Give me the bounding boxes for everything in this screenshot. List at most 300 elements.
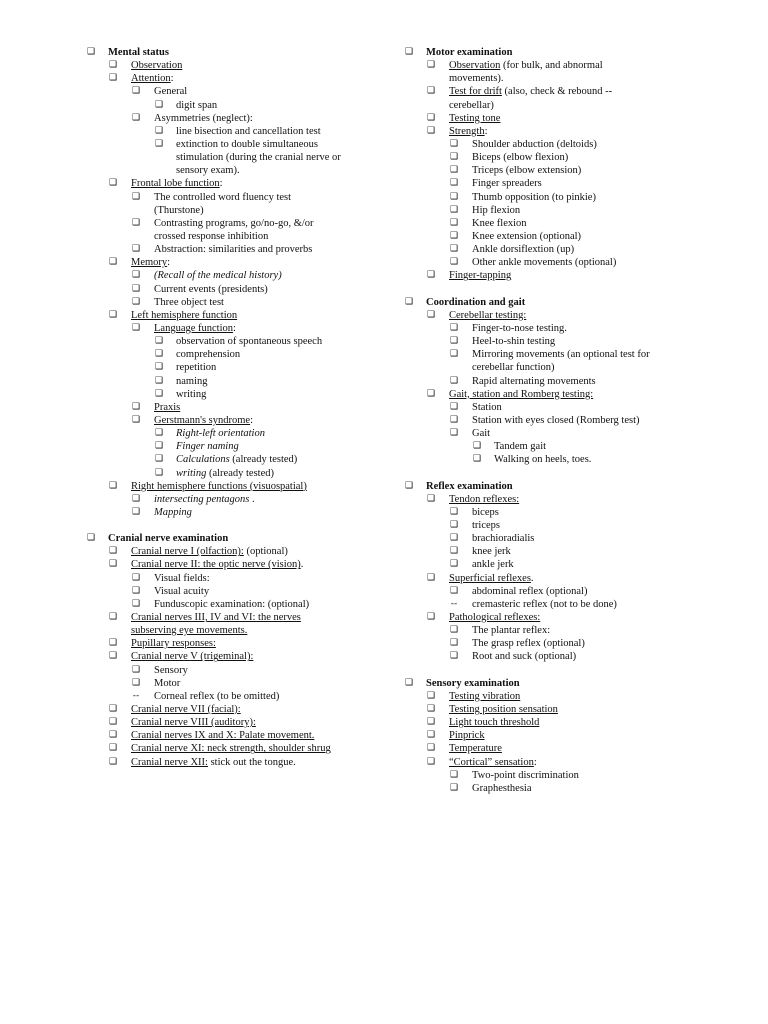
list-item (404, 690, 704, 703)
text-segment: Finger spreaders (472, 178, 542, 190)
list-item (86, 690, 386, 703)
text-segment: Visual acuity (154, 585, 210, 597)
item-text (449, 99, 494, 112)
checkbox-bullet-icon: ❑ (404, 47, 414, 57)
item-text (131, 742, 331, 755)
section-heading (404, 296, 704, 309)
text-segment: Cranial nerves IX and X: Palate movement. (131, 730, 315, 742)
spacer (404, 664, 704, 677)
item-text (131, 480, 307, 493)
checkbox-bullet-icon: ❑ (108, 651, 118, 662)
item-text (472, 138, 597, 151)
text-segment: Motor (154, 677, 181, 689)
item-text (131, 624, 247, 637)
item-text (131, 756, 296, 769)
text-segment: line bisection and cancellation test (176, 125, 321, 137)
text-segment: comprehension (176, 349, 241, 361)
list-item (404, 532, 704, 545)
text-segment: Abstraction: similarities and proverbs (154, 244, 313, 256)
checkbox-bullet-icon: ❑ (404, 677, 414, 688)
item-text (472, 243, 574, 256)
text-segment: (Recall of the medical history) (154, 270, 282, 282)
text-segment: Frontal lobe function (131, 178, 220, 190)
checkbox-bullet-icon: ❑ (131, 401, 141, 412)
item-text (154, 269, 282, 282)
list-item (404, 256, 704, 269)
list-item (86, 375, 386, 388)
item-text (154, 283, 268, 296)
list-item (404, 453, 704, 466)
item-text (449, 493, 519, 506)
text-segment: Temperature (449, 743, 502, 755)
list-item (404, 191, 704, 204)
checkbox-bullet-icon: ❑ (108, 309, 118, 320)
list-item (86, 335, 386, 348)
item-text (154, 401, 180, 414)
text-segment: Gait, station and Romberg testing: (449, 388, 594, 400)
item-text (131, 703, 241, 716)
item-text (472, 782, 531, 795)
text-segment: Graphesthesia (472, 782, 532, 794)
item-text (472, 361, 555, 374)
text-segment: Observation (449, 60, 501, 72)
text-segment: Testing vibration (449, 690, 521, 702)
text-segment: stick out the tongue. (207, 756, 296, 768)
item-text (131, 545, 288, 558)
text-segment: observation of spontaneous speech (176, 336, 323, 348)
checkbox-bullet-icon: ❑ (108, 704, 118, 715)
checkbox-bullet-icon: ❑ (426, 572, 436, 583)
checkbox-bullet-icon: ❑ (131, 270, 141, 281)
item-text (472, 151, 568, 164)
text-segment: (also, check & rebound -- (501, 86, 613, 98)
list-item (404, 703, 704, 716)
text-segment: Test for drift (449, 86, 502, 98)
item-text (449, 742, 502, 755)
checkbox-bullet-icon: ❑ (449, 178, 459, 189)
checkbox-bullet-icon: ❑ (449, 152, 459, 163)
list-item (404, 388, 704, 401)
item-text (449, 388, 593, 401)
item-text (154, 204, 204, 217)
text-segment: Corneal reflex (to be omitted) (154, 690, 280, 702)
list-item (404, 769, 704, 782)
text-segment: (for bulk, and abnormal (500, 60, 603, 72)
text-segment: Current events (presidents) (154, 283, 268, 295)
text-segment: writing (176, 467, 207, 479)
text-segment: knee jerk (472, 546, 511, 558)
checkbox-bullet-icon: ❑ (108, 730, 118, 741)
list-item (404, 177, 704, 190)
list-item (404, 782, 704, 795)
text-segment: Observation (131, 60, 183, 72)
list-item (404, 506, 704, 519)
item-text (108, 46, 169, 59)
item-text (472, 204, 520, 217)
text-segment: Mapping (154, 506, 192, 518)
item-text (472, 414, 640, 427)
text-segment: Asymmetries (neglect): (154, 112, 253, 124)
item-text (154, 506, 192, 519)
list-item (404, 493, 704, 506)
item-text (176, 440, 239, 453)
item-text (472, 164, 581, 177)
list-item (86, 361, 386, 374)
list-item (404, 217, 704, 230)
item-text (131, 256, 170, 269)
section-heading (404, 480, 704, 493)
list-item (404, 99, 704, 112)
section-heading (86, 532, 386, 545)
text-segment: naming (176, 375, 208, 387)
list-item (86, 243, 386, 256)
checkbox-bullet-icon: ❑ (108, 559, 118, 570)
list-item (404, 361, 704, 374)
item-text (472, 532, 534, 545)
text-segment: . (300, 559, 304, 571)
text-segment: Right-left orientation (176, 428, 265, 440)
checkbox-bullet-icon: ❑ (449, 244, 459, 255)
item-text (154, 230, 268, 243)
text-segment: The plantar reflex: (472, 625, 551, 637)
list-item (86, 558, 386, 571)
item-text (154, 677, 180, 690)
checkbox-bullet-icon: ❑ (472, 454, 482, 465)
checkbox-bullet-icon: ❑ (131, 322, 141, 333)
text-segment: : (484, 125, 488, 137)
checkbox-bullet-icon: ❑ (449, 625, 459, 636)
text-segment: Light touch threshold (449, 717, 540, 729)
text-segment: Root and suck (optional) (472, 651, 577, 663)
checkbox-bullet-icon: ❑ (426, 730, 436, 741)
text-segment: Funduscopic examination: (optional) (154, 598, 310, 610)
list-item (86, 572, 386, 585)
checkbox-bullet-icon: ❑ (449, 585, 459, 596)
list-item (404, 611, 704, 624)
dash-bullet: -- (450, 598, 458, 609)
text-segment: intersecting pentagons (154, 493, 250, 505)
checkbox-bullet-icon: ❑ (131, 493, 141, 504)
text-segment: Cranial nerve examination (108, 533, 229, 545)
text-segment: Cranial nerve VII (facial): (131, 704, 241, 716)
text-segment: Sensory (154, 664, 188, 676)
text-segment: Right hemisphere functions (visuospatial) (131, 480, 307, 492)
right-column (404, 46, 704, 795)
item-text (154, 85, 187, 98)
item-text (449, 125, 488, 138)
checkbox-bullet-icon: ❑ (108, 257, 118, 268)
text-segment: Finger-to-nose testing. (472, 322, 567, 334)
text-segment: subserving eye movements. (131, 625, 248, 637)
text-segment: biceps (472, 506, 499, 518)
checkbox-bullet-icon: ❑ (449, 349, 459, 360)
checkbox-bullet-icon: ❑ (131, 677, 141, 688)
list-item (86, 677, 386, 690)
checkbox-bullet-icon: ❑ (131, 572, 141, 583)
list-item (404, 125, 704, 138)
text-segment: brachioradialis (472, 533, 535, 545)
text-segment: General (154, 86, 188, 98)
spacer (404, 467, 704, 480)
text-segment: Memory (131, 257, 168, 269)
text-segment: Cranial nerve V (trigeminal): (131, 651, 254, 663)
list-item (86, 269, 386, 282)
list-item (86, 598, 386, 611)
item-text (472, 335, 555, 348)
text-segment: Testing position sensation (449, 704, 558, 716)
item-text (131, 309, 237, 322)
checkbox-bullet-icon: ❑ (449, 336, 459, 347)
text-segment: Calculations (176, 454, 230, 466)
item-text (154, 690, 279, 703)
text-segment: Rapid alternating movements (472, 375, 596, 387)
checkbox-bullet-icon: ❑ (449, 375, 459, 386)
text-segment: Attention (131, 73, 171, 85)
checkbox-bullet-icon: ❑ (108, 612, 118, 623)
text-segment: Language function (154, 322, 234, 334)
item-text (176, 427, 265, 440)
checkbox-bullet-icon: ❑ (449, 546, 459, 557)
item-text (472, 427, 490, 440)
list-item (86, 427, 386, 440)
list-item (404, 637, 704, 650)
text-segment: Ankle dorsiflextion (up) (472, 244, 575, 256)
checkbox-bullet-icon: ❑ (449, 506, 459, 517)
list-item (404, 230, 704, 243)
text-segment: Station (472, 401, 502, 413)
text-segment: Tandem gait (494, 441, 547, 453)
item-text (176, 138, 318, 151)
item-text (472, 585, 587, 598)
list-item (404, 519, 704, 532)
item-text (176, 151, 341, 164)
list-item (404, 558, 704, 571)
list-item (86, 742, 386, 755)
text-segment: Two-point discrimination (472, 769, 579, 781)
section-heading (404, 677, 704, 690)
checkbox-bullet-icon: ❑ (108, 717, 118, 728)
checkbox-bullet-icon: ❑ (449, 769, 459, 780)
text-segment: Triceps (elbow extension) (472, 165, 582, 177)
item-text (176, 125, 321, 138)
item-text (154, 664, 188, 677)
text-segment: Coordination and gait (426, 296, 526, 308)
list-item (86, 756, 386, 769)
text-segment: Gait (472, 428, 491, 440)
checkbox-bullet-icon: ❑ (426, 690, 436, 701)
item-text (472, 375, 596, 388)
checkbox-bullet-icon: ❑ (154, 388, 164, 399)
list-item (86, 453, 386, 466)
item-text (449, 112, 500, 125)
item-text (449, 690, 520, 703)
item-text (426, 677, 520, 690)
item-text (426, 480, 513, 493)
checkbox-bullet-icon: ❑ (404, 296, 414, 307)
item-text (449, 572, 534, 585)
item-text (131, 59, 182, 72)
item-text (426, 296, 525, 309)
list-item (404, 624, 704, 637)
list-item (404, 598, 704, 611)
list-item (404, 716, 704, 729)
text-segment: Contrasting programs, go/no-go, &/or (154, 217, 314, 229)
list-item (86, 191, 386, 204)
item-text (131, 177, 223, 190)
text-segment: (Thurstone) (154, 204, 204, 216)
text-segment: Testing tone (449, 112, 501, 124)
item-text (176, 348, 240, 361)
dash-bullet: -- (132, 690, 140, 701)
item-text (131, 729, 314, 742)
list-item (86, 230, 386, 243)
list-item (86, 480, 386, 493)
checkbox-bullet-icon: ❑ (426, 493, 436, 504)
text-segment: triceps (472, 520, 500, 532)
list-item (86, 414, 386, 427)
item-text (472, 348, 650, 361)
item-text (154, 493, 255, 506)
checkbox-bullet-icon: ❑ (426, 125, 436, 136)
text-segment: Superficial reflexes (449, 572, 531, 584)
item-text (176, 361, 216, 374)
text-segment: Knee flexion (472, 217, 527, 229)
list-item (86, 283, 386, 296)
item-text (472, 545, 511, 558)
list-item (404, 729, 704, 742)
text-segment: Hip flexion (472, 204, 521, 216)
checkbox-bullet-icon: ❑ (449, 322, 459, 333)
item-text (154, 243, 312, 256)
text-segment: . (249, 493, 255, 505)
checkbox-bullet-icon: ❑ (154, 99, 164, 110)
item-text (449, 756, 537, 769)
list-item (404, 545, 704, 558)
item-text (426, 46, 512, 59)
text-segment: Pathological reflexes: (449, 612, 541, 624)
text-segment: Reflex examination (426, 480, 513, 492)
checkbox-bullet-icon: ❑ (449, 782, 459, 793)
list-item (86, 217, 386, 230)
text-segment: Biceps (elbow flexion) (472, 152, 569, 164)
text-segment: : (533, 756, 537, 768)
text-segment: Praxis (154, 401, 181, 413)
list-item (86, 624, 386, 637)
text-segment: Cranial nerves III, IV and VI: the nerves (131, 612, 301, 624)
checkbox-bullet-icon: ❑ (154, 454, 164, 465)
list-item (86, 506, 386, 519)
text-segment: ankle jerk (472, 559, 514, 571)
text-segment: movements). (449, 73, 504, 85)
checkbox-bullet-icon: ❑ (449, 230, 459, 241)
checkbox-bullet-icon: ❑ (131, 112, 141, 123)
checkbox-bullet-icon: ❑ (131, 506, 141, 517)
item-text (449, 309, 526, 322)
list-item (86, 322, 386, 335)
item-text (154, 585, 209, 598)
text-segment: Motor examination (426, 47, 513, 58)
checkbox-bullet-icon: ❑ (154, 138, 164, 149)
item-text (472, 598, 617, 611)
checkbox-bullet-icon: ❑ (131, 217, 141, 228)
text-segment: Cranial nerve XI: neck strength, shoulder shrug (131, 743, 331, 755)
checkbox-bullet-icon: ❑ (131, 86, 141, 97)
spacer (404, 283, 704, 296)
list-item (86, 59, 386, 72)
checkbox-bullet-icon: ❑ (426, 612, 436, 623)
checkbox-bullet-icon: ❑ (449, 520, 459, 531)
item-text (449, 72, 504, 85)
checkbox-bullet-icon: ❑ (449, 191, 459, 202)
list-item (86, 637, 386, 650)
text-segment: (already tested) (206, 467, 274, 479)
item-text (449, 729, 485, 742)
text-segment: . (530, 572, 534, 584)
left-column (86, 46, 386, 769)
list-item (404, 440, 704, 453)
checkbox-bullet-icon: ❑ (426, 388, 436, 399)
list-item (86, 256, 386, 269)
list-item (404, 335, 704, 348)
checkbox-bullet-icon: ❑ (449, 257, 459, 268)
list-item (404, 756, 704, 769)
text-segment: cerebellar function) (472, 362, 555, 374)
text-segment: Thumb opposition (to pinkie) (472, 191, 596, 203)
list-item (404, 72, 704, 85)
text-segment: The controlled word fluency test (154, 191, 292, 203)
text-segment: Pupillary responses: (131, 638, 216, 650)
list-item (86, 204, 386, 217)
list-item (86, 585, 386, 598)
checkbox-bullet-icon: ❑ (154, 467, 164, 478)
checkbox-bullet-icon: ❑ (154, 375, 164, 386)
item-text (154, 414, 253, 427)
checkbox-bullet-icon: ❑ (131, 244, 141, 255)
item-text (154, 598, 309, 611)
checkbox-bullet-icon: ❑ (472, 441, 482, 452)
item-text (154, 322, 236, 335)
checkbox-bullet-icon: ❑ (426, 86, 436, 97)
text-segment: Other ankle movements (optional) (472, 257, 617, 269)
checkbox-bullet-icon: ❑ (131, 191, 141, 202)
text-segment: : (167, 257, 171, 269)
checkbox-bullet-icon: ❑ (154, 349, 164, 360)
text-segment: : (233, 322, 236, 334)
checkbox-bullet-icon: ❑ (108, 743, 118, 754)
item-text (472, 177, 542, 190)
list-item (404, 309, 704, 322)
text-segment: Walking on heels, toes. (494, 454, 592, 466)
item-text (449, 85, 612, 98)
checkbox-bullet-icon: ❑ (426, 756, 436, 767)
item-text (449, 703, 558, 716)
checkbox-bullet-icon: ❑ (449, 401, 459, 412)
item-text (131, 558, 303, 571)
text-segment: Cranial nerve I (olfaction): (131, 546, 244, 558)
spacer (86, 519, 386, 532)
text-segment: Finger naming (176, 441, 239, 453)
text-segment: Mental status (108, 47, 169, 58)
text-segment: Visual fields: (154, 572, 210, 584)
text-segment: Cranial nerve XII: (131, 756, 208, 768)
text-segment: Sensory examination (426, 677, 520, 689)
text-segment: Cranial nerve VIII (auditory): (131, 717, 256, 729)
list-item (404, 85, 704, 98)
item-text (472, 401, 502, 414)
list-item (404, 401, 704, 414)
list-item (404, 322, 704, 335)
list-item (86, 716, 386, 729)
